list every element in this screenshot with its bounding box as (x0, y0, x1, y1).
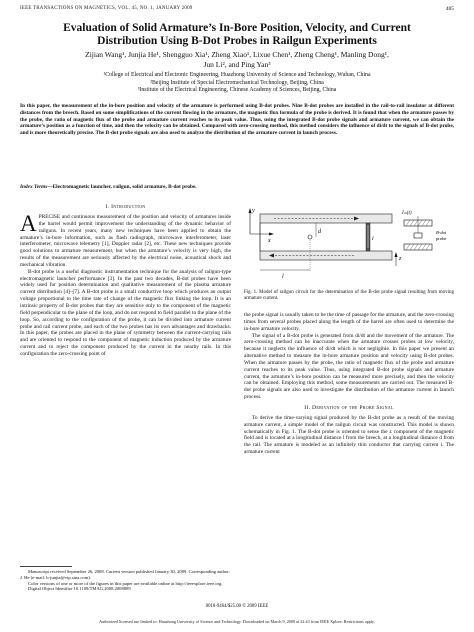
authors-line-2: Jun Li², and Ping Yan³ (203, 60, 271, 69)
y-axis-label: y (252, 208, 255, 214)
authors-line-1: Zijian Wang¹, Junjia He¹, Shengguo Xia¹, Zheng Xiao¹, Lixue Chen¹, Zheng Cheng¹, Manling Dong¹, (85, 50, 389, 59)
title-line-2: Distribution Using B-Dot Probes in Railgun Experiments (97, 35, 377, 47)
license-notice: Authorized licensed use limited to: Huazhong University of Science and Technology. Downloaded on March 9, 2009 at 22:43 from IEEE Xplore. Restrictions apply. (99, 619, 375, 624)
running-head: IEEE TRANSACTIONS ON MAGNETICS, VOL. 45, NO. 1, JANUARY 2009 (20, 6, 193, 11)
section-heading-introduction: I. Introduction (105, 204, 146, 210)
arrow-head-icon (395, 252, 398, 257)
footnote-manuscript: Manuscript received September 26, 2008. Current version published January 30, 2009. Corresponding author: J. He (e-mail: h-junjia@vip.sina.com). (20, 569, 231, 580)
page-number: 485 (445, 6, 454, 12)
author-list (18, 50, 456, 70)
footnote-doi: Digital Object Identifier 10.1109/TMAG.2008.2008889 (28, 586, 131, 592)
affiliation-1: ¹College of Electrical and Electronic Engineering, Huazhong University of Science and Technology, Wuhan, China (103, 72, 371, 78)
issn-line: 0018-9464/$25.00 © 2009 IEEE (205, 604, 269, 609)
right-paragraph-2: The signal of a B-dot probe is generated from di/dt and the movement of the armature. The zero-crossing method can be inaccurate when the armature crosses probes at low velocity, because it neglects the influence of di/dt which is not negligible. In this paper we present an alternative method to measure the in-bore armature position and velocity using B-dot probes. When the armature passes by the probe, the ratio of magnetic flux of the probe and armature current reaches to its peak value. Thus, using integrated B-dot probe signals and armature current, the armature’s in-bore position can be measured more precisely, and then the velocity can be obtained. Employing this method, some measurements are carried out. The measured B-dot probe signals are also used to investigate the distribution of the armature current in launch process. (244, 332, 454, 401)
label-probe-1: B-dot (436, 230, 447, 235)
figure-caption: Fig. 1. Model of railgun circuit for the determination of the B-dot probe signal resulting from moving armature current. (244, 290, 454, 302)
top-rail (260, 214, 392, 223)
z-axis-label: z (399, 256, 402, 262)
right-paragraph-3: To derive the time-varying signal produced by the B-dot probe as a result of the moving armature current, a simple model of the railgun circuit was constructed. This model is shown schematically in Fig. 1. The B-dot probe is oriented to sense the z component of the magnetic field and is located at a longitudinal distance l from the breech, at a longitudinal distance d from the rail. The armature is modeled as an infinitely thin conductor that carrying current i. The armature current (244, 414, 454, 456)
label-i: i (372, 236, 374, 242)
drop-cap: A (20, 211, 37, 236)
label-l: l (282, 274, 284, 280)
affiliations (18, 72, 456, 95)
index-terms-text: Electromagnetic launcher, railgun, solid armature, B-dot probe. (52, 184, 197, 190)
index-terms (20, 184, 454, 191)
arrow-head-icon (269, 233, 274, 236)
affiliation-2: ²Beijing Institute of Special Electromechanical Technology, Beijing, China (150, 79, 324, 86)
index-terms-label: Index Terms— (20, 184, 53, 190)
footnote-rule (20, 566, 72, 567)
right-column-body (244, 312, 454, 456)
left-column-body (20, 211, 231, 358)
label-probe-2: probe (436, 236, 447, 241)
intro-paragraph-2: B-dot probe is a useful diagnostic instrumentation technique for the analysis of railgun-type electromagnetic launcher performance [3]. In the past two decades, B-dot probes have been widely used for position determination and qualitative measurement of the plasma armature current distribution [4]–[7]. A B-dot probe is a small conductive loop which produces an output voltage proportional to the time rate of change of the magnetic flux linking the loop. It is an intrinsic property of B-dot probes that they are sensitive only to the component of the magnetic field perpendicular to the plane of the loop, and do not respond to field parallel to the plane of the loop. So, according to the configuration of the probe, it can be divided into armature current probe and rail current probe, and each of the two probes has its own advantages and drawbacks. In this paper, the probes are placed in the plane of symmetry between the current-carrying rails and are oriented to respond to the component of magnetic induction produced by the armature current and to reject the component produced by the current in the nearby rails. In this configuration the zero-crossing point of (20, 268, 231, 357)
x-axis-label: x (268, 238, 271, 244)
footnotes (20, 569, 231, 592)
intro-paragraph-1: APRECISE and continuous measurement of the position and velocity of armatures inside the barrel would permit improvement the understanding of the dynamic behavior of railguns. In recent years, many new techniques have been applied to obtain the armature’s in-bore information, such as flash radiograph, microwave interferometer, laser interferometer, microwave telemetry [1], Doppler radar [2], etc. These new techniques provide good solutions to armature measurement, but when the armature’s velocity is very high, the results of the measurement are seriously affected by the electrical noise, acoustical shock and mechanical vibration. (20, 211, 231, 268)
footnote-color: Color versions of one or more of the figures in this paper are available online at http://ieeexplore.ieee.org. (28, 580, 223, 586)
figure-railgun-model (244, 204, 454, 284)
paper-title (18, 22, 456, 48)
affiliation-3: ³Institute of the Electrical Engineering, Chinese Academy of Sciences, Beijing, China (137, 87, 337, 94)
label-d: d (318, 229, 321, 235)
abstract: In this paper, the measurement of the in-bore position and velocity of the armature is performed using B-dot probes. Nine B-dot probes are installed in the rail-to-rail insulator at different distances from the breech. Based on some simplifications of the current flowing in the armature, the magnetic flux formula of the probe is derived. It is found that when the armature passes by the probe, the ratio of magnetic flux of the probe and armature current reaches to its peak value. Thus, using the integrated B-dot probe signals and armature current, we can obtain the armature’s position as a function of time, and then the velocity can be obtained. Compared with zero-crossing method, this method considers the influence of di/dt to the signals of B-dot probe, and is more theoretically precise. The B-dot probe signals are also used to analyze the distribution of the armature current in launch process. (20, 103, 454, 137)
title-line-1: Evaluation of Solid Armature’s In-Bore Position, Velocity, and Current (63, 22, 411, 34)
probe-marker (308, 235, 312, 239)
section-heading-derivation: II. Derivation of the Probe Signal (304, 404, 394, 411)
right-paragraph-1: the probe signal is usually taken to be the time of passage for the armature, and the zero-crossing times from several probes placed along the length of the barrel are often used to determine the in-bore armature velocity. (244, 312, 454, 332)
probe-rail-bottom (404, 244, 432, 250)
probe-loop (414, 233, 422, 238)
label-loop-current: Iₘ(t) (402, 211, 412, 216)
